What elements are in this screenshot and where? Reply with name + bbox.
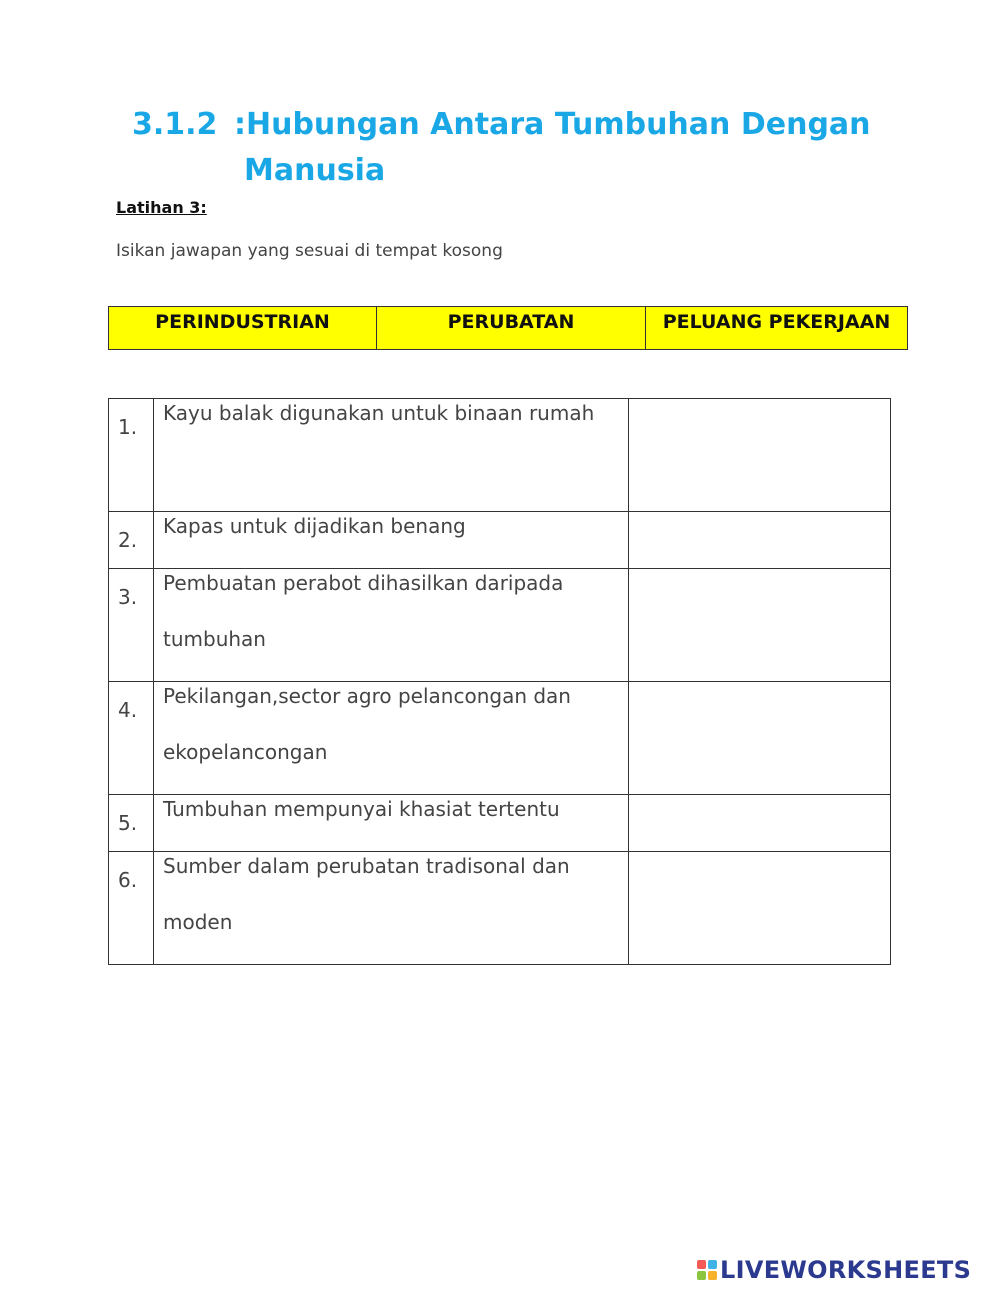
answer-field[interactable] (629, 512, 891, 569)
question-text: Tumbuhan mempunyai khasiat tertentu (154, 795, 629, 852)
question-number: 5. (109, 795, 154, 852)
question-number: 3. (109, 569, 154, 682)
question-text: Kapas untuk dijadikan benang (154, 512, 629, 569)
option-perindustrian: PERINDUSTRIAN (109, 307, 377, 350)
question-text: Sumber dalam perubatan tradisonal dan moden (154, 852, 629, 965)
answer-field[interactable] (629, 852, 891, 965)
option-peluang-pekerjaan: PELUANG PEKERJAAN (646, 307, 908, 350)
answer-field[interactable] (629, 569, 891, 682)
table-row (109, 852, 891, 965)
answer-field[interactable] (629, 682, 891, 795)
logo-block (697, 1260, 706, 1269)
section-number: 3.1.2 (132, 107, 218, 142)
table-row (109, 399, 891, 512)
table-row (109, 569, 891, 682)
question-number: 6. (109, 852, 154, 965)
instruction-text: Isikan jawapan yang sesuai di tempat kosong (116, 241, 503, 261)
exercise-label: Latihan 3: (116, 198, 207, 217)
option-perubatan: PERUBATAN (377, 307, 646, 350)
logo-text: LIVEWORKSHEETS (720, 1256, 972, 1284)
question-number: 2. (109, 512, 154, 569)
table-row (109, 682, 891, 795)
title-line-1: :Hubungan Antara Tumbuhan Dengan (234, 107, 871, 142)
answer-options-table (108, 306, 908, 350)
question-text: Pembuatan perabot dihasilkan daripada tumbuhan (154, 569, 629, 682)
liveworksheets-logo-icon (697, 1260, 717, 1280)
questions-table (108, 398, 891, 965)
logo-block (708, 1260, 717, 1269)
question-text: Kayu balak digunakan untuk binaan rumah (154, 399, 629, 512)
answer-field[interactable] (629, 399, 891, 512)
answer-field[interactable] (629, 795, 891, 852)
question-number: 1. (109, 399, 154, 512)
title-line-2: Manusia (244, 153, 386, 188)
question-text: Pekilangan,sector agro pelancongan dan ekopelancongan (154, 682, 629, 795)
page-title (132, 102, 871, 194)
logo-block (708, 1271, 717, 1280)
liveworksheets-logo (697, 1256, 971, 1284)
question-number: 4. (109, 682, 154, 795)
logo-block (697, 1271, 706, 1280)
